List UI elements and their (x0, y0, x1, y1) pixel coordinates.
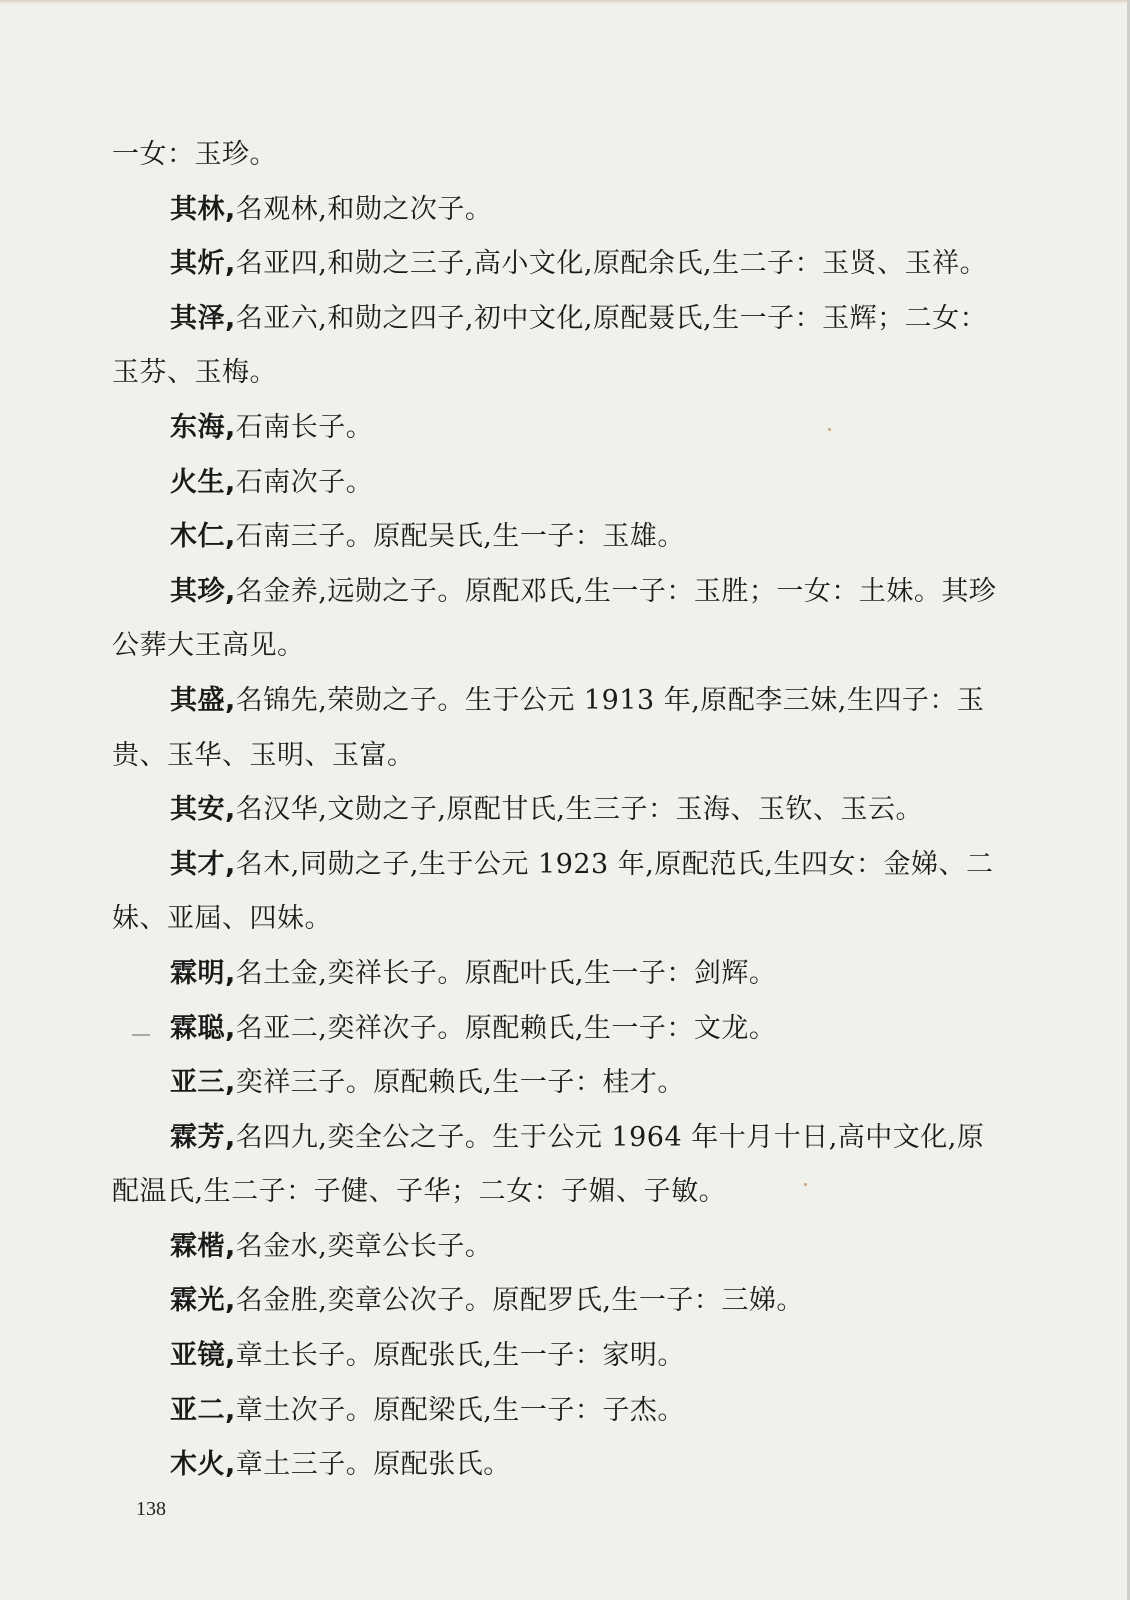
text-line (112, 1438, 1060, 1493)
line-name: 其才, (170, 848, 236, 880)
genealogy-text-body (112, 128, 1060, 1493)
text-line (112, 456, 1060, 511)
text-line (112, 892, 1060, 947)
paper-speck (828, 428, 831, 431)
text-line (112, 1056, 1060, 1111)
line-name: 霖光, (170, 1285, 236, 1317)
line-text: 石南三子。原配吴氏,生一子：玉雄。 (235, 521, 685, 553)
line-text: 石南次子。 (235, 466, 374, 498)
line-text: 奕祥三子。原配赖氏,生一子：桂才。 (235, 1067, 685, 1099)
text-line (112, 1111, 1060, 1166)
line-text: 章土次子。原配梁氏,生一子：子杰。 (235, 1394, 685, 1426)
text-line (112, 401, 1060, 456)
text-line (112, 510, 1060, 565)
line-text: 名锦先,荣勋之子。生于公元 1913 年,原配李三妹,生四子：玉 (235, 684, 985, 716)
line-text: 名土金,奕祥长子。原配叶氏,生一子：剑辉。 (235, 957, 777, 989)
text-line (112, 947, 1060, 1002)
line-name: 其珍, (170, 575, 236, 607)
line-text: 名观林,和勋之次子。 (235, 193, 493, 225)
line-name: 其炘, (170, 248, 236, 280)
margin-mark (132, 1034, 150, 1036)
line-name: 火生, (170, 466, 236, 498)
line-name: 其泽, (170, 302, 236, 334)
line-text: 石南长子。 (235, 411, 374, 443)
text-line (112, 1274, 1060, 1329)
line-name: 东海, (170, 411, 236, 443)
line-text: 名金水,奕章公长子。 (235, 1230, 493, 1262)
line-text: 一女：玉珍。 (112, 139, 277, 170)
text-line (112, 237, 1060, 292)
line-name: 亚镜, (170, 1340, 236, 1372)
text-line (112, 1384, 1060, 1439)
line-text: 玉芬、玉梅。 (112, 357, 277, 389)
page-top-edge (0, 0, 1130, 4)
text-line (112, 346, 1060, 401)
text-line (112, 1220, 1060, 1275)
line-text: 公葬大王高见。 (112, 630, 305, 662)
line-text: 章土三子。原配张氏。 (235, 1449, 511, 1481)
line-name: 霖明, (170, 957, 236, 989)
line-name: 霖芳, (170, 1121, 236, 1153)
line-name: 霖楷, (170, 1230, 236, 1262)
line-text: 名四九,奕全公之子。生于公元 1964 年十月十日,高中文化,原 (235, 1121, 985, 1153)
line-text: 妹、亚屆、四妹。 (112, 903, 332, 935)
line-text: 配温氏,生二子：子健、子华；二女：子媚、子敏。 (112, 1176, 727, 1208)
line-name: 木火, (170, 1449, 236, 1481)
text-line (112, 619, 1060, 674)
line-name: 其安, (170, 794, 236, 826)
line-text: 贵、玉华、玉明、玉富。 (112, 739, 415, 771)
line-name: 亚三, (170, 1067, 236, 1099)
line-text: 名亚六,和勋之四子,初中文化,原配聂氏,生一子：玉辉；二女： (235, 302, 988, 334)
page-number: 138 (136, 1498, 166, 1520)
text-line (112, 1165, 1060, 1220)
line-text: 章土长子。原配张氏,生一子：家明。 (235, 1340, 685, 1372)
text-line (112, 729, 1060, 784)
text-line (112, 565, 1060, 620)
text-line (112, 292, 1060, 347)
line-text: 名亚四,和勋之三子,高小文化,原配余氏,生二子：玉贤、玉祥。 (235, 248, 988, 280)
line-text: 名金养,远勋之子。原配邓氏,生一子：玉胜；一女：土妹。其珍 (235, 575, 997, 607)
line-name: 木仁, (170, 521, 236, 553)
line-name: 霖聪, (170, 1012, 236, 1044)
line-text: 名木,同勋之子,生于公元 1923 年,原配范氏,生四女：金娣、二 (235, 848, 994, 880)
line-name: 其盛, (170, 684, 236, 716)
text-line (112, 783, 1060, 838)
text-line (112, 1002, 1060, 1057)
line-text: 名金胜,奕章公次子。原配罗氏,生一子：三娣。 (235, 1285, 804, 1317)
line-name: 亚二, (170, 1394, 236, 1426)
line-text: 名汉华,文勋之子,原配甘氏,生三子：玉海、玉钦、玉云。 (235, 794, 924, 826)
text-line (112, 1329, 1060, 1384)
text-line (112, 183, 1060, 238)
paper-speck (804, 1183, 807, 1186)
line-text: 名亚二,奕祥次子。原配赖氏,生一子：文龙。 (235, 1012, 777, 1044)
line-name: 其林, (170, 193, 236, 225)
text-line (112, 838, 1060, 893)
text-line (112, 128, 1060, 183)
text-line (112, 674, 1060, 729)
